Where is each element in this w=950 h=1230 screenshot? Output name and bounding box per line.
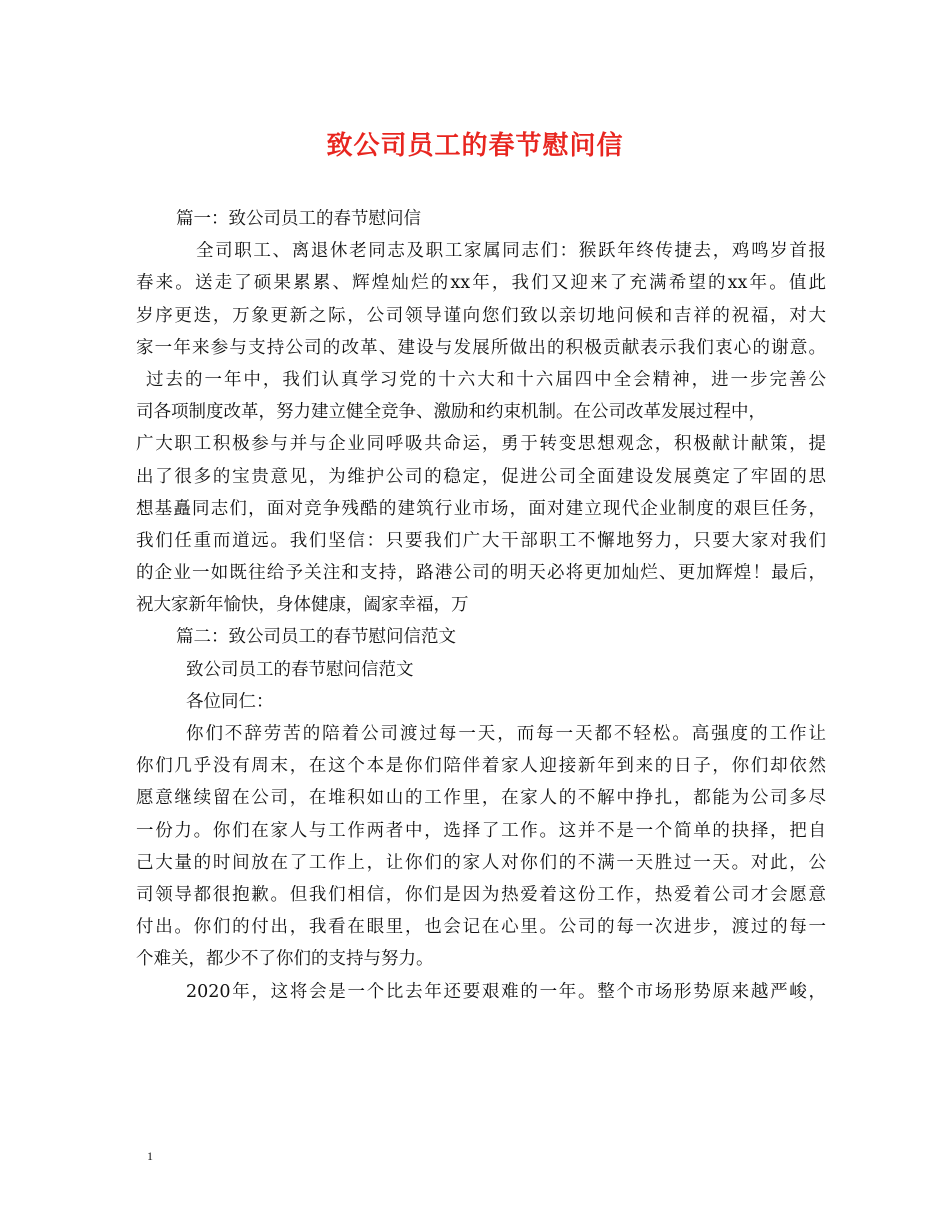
text-line: 岁序更迭，万象更新之际，公司领导谨向您们致以亲切地问候和吉祥的祝福，对大 <box>136 305 826 326</box>
text-line: 一份力。你们在家人与工作两者中，选择了工作。这并不是一个简单的抉择，把自 <box>136 820 826 841</box>
text-line: 篇二：致公司员工的春节慰问信范文 <box>176 627 456 648</box>
text-line: 愿意继续留在公司，在堆积如山的工作里，在家人的不解中挣扎，都能为公司多尽 <box>136 788 826 809</box>
text-line: 付出。你们的付出，我看在眼里，也会记在心里。公司的每一次进步，渡过的每一 <box>136 917 826 938</box>
text-line: 广大职工积极参与并与企业同呼吸共命运，勇于转变思想观念，积极献计献策，提 <box>136 434 826 455</box>
text-line: 我们任重而道远。我们坚信：只要我们广大干部职工不懈地努力，只要大家对我们 <box>136 530 826 551</box>
text-line: 各位同仁： <box>186 691 274 712</box>
text-line: 过去的一年中，我们认真学习党的十六大和十六届四中全会精神，进一步完善公 <box>146 369 826 390</box>
page-title: 致公司员工的春节慰问信 <box>326 131 624 161</box>
page-number: 1 <box>147 1149 153 1163</box>
document-body <box>136 203 826 1008</box>
text-line: 的企业一如既往给予关注和支持，路港公司的明天必将更加灿烂、更加辉煌！最后， <box>136 563 826 584</box>
text-line: 家一年来参与支持公司的改革、建设与发展所做出的积极贡献表示我们衷心的谢意。 <box>136 337 826 358</box>
text-line: 致公司员工的春节慰问信范文 <box>186 659 414 680</box>
text-line: 个难关，都少不了你们的支持与努力。 <box>136 949 434 970</box>
text-line: 司领导都很抱歉。但我们相信，你们是因为热爱着这份工作，热爱着公司才会愿意 <box>136 884 826 905</box>
text-line: 春来。送走了硕果累累、辉煌灿烂的xx年，我们又迎来了充满希望的xx年。值此 <box>136 273 826 294</box>
text-line: 己大量的时间放在了工作上，让你们的家人对你们的不满一天胜过一天。对此，公 <box>136 852 826 873</box>
text-line: 全司职工、离退休老同志及职工家属同志们：猴跃年终传捷去，鸡鸣岁首报 <box>196 241 826 262</box>
text-line: 2020年，这将会是一个比去年还要艰难的一年。整个市场形势原来越严峻， <box>186 981 826 1002</box>
text-line: 想基矗同志们，面对竞争残酷的建筑行业市场，面对建立现代企业制度的艰巨任务， <box>136 498 826 519</box>
text-line: 祝大家新年愉快，身体健康，阖家幸福，万 <box>136 595 469 616</box>
text-line: 出了很多的宝贵意见，为维护公司的稳定，促进公司全面建设发展奠定了牢固的思 <box>136 466 826 487</box>
text-line: 篇一：致公司员工的春节慰问信 <box>176 209 421 229</box>
text-line: 你们几乎没有周末，在这个本是你们陪伴着家人迎接新年到来的日子，你们却依然 <box>136 756 826 777</box>
text-line: 司各项制度改革，努力建立健全竞争、激励和约束机制。在公司改革发展过程中， <box>136 402 766 423</box>
text-line: 你们不辞劳苦的陪着公司渡过每一天，而每一天都不轻松。高强度的工作让 <box>186 724 826 744</box>
